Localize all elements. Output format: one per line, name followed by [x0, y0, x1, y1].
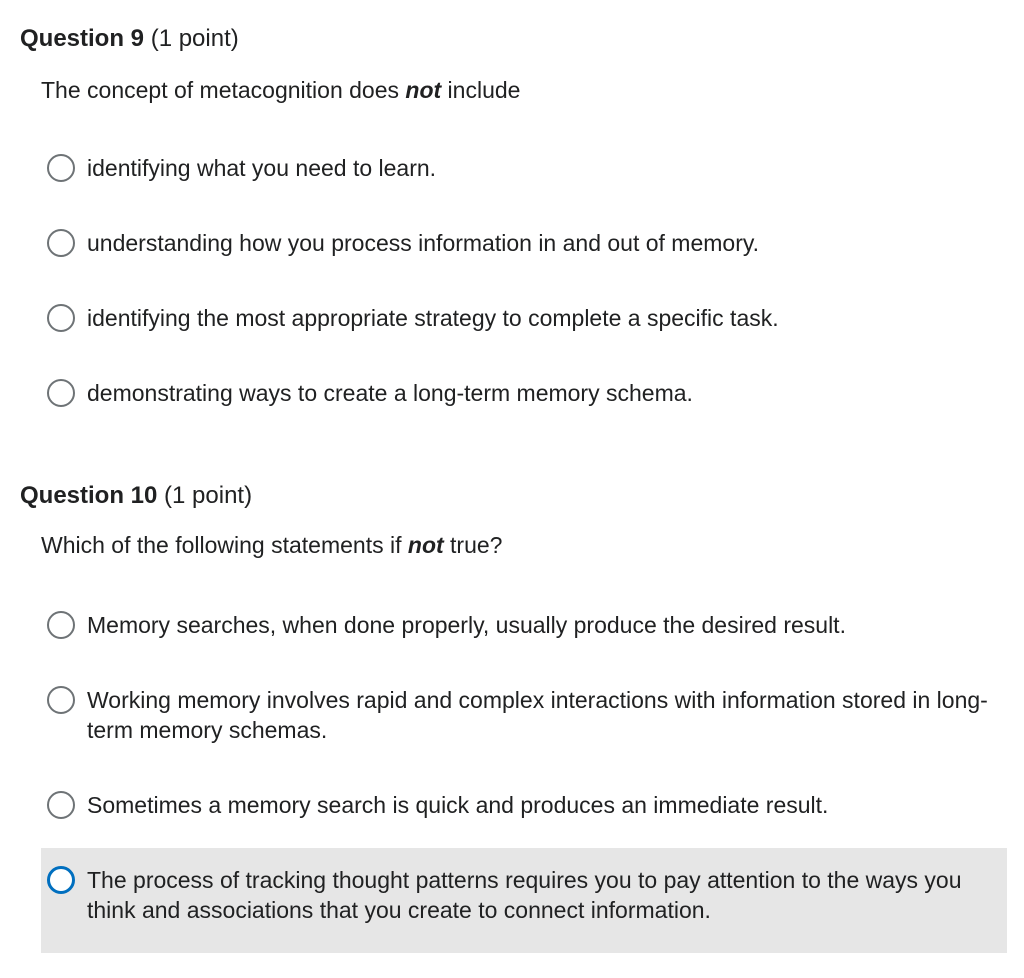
- option-label: Sometimes a memory search is quick and produces an immediate result.: [87, 792, 829, 818]
- radio-button[interactable]: [47, 304, 75, 332]
- prompt-text: The concept of metacognition does: [41, 77, 406, 103]
- question-header: [20, 24, 239, 54]
- option-label: Memory searches, when done properly, usually produce the desired result.: [87, 612, 846, 638]
- option-label: identifying what you need to learn.: [87, 155, 437, 181]
- answer-option[interactable]: [41, 378, 1007, 408]
- question-number: Question 10: [20, 482, 158, 509]
- question-prompt: [41, 530, 502, 560]
- prompt-text-end: include: [441, 77, 521, 103]
- answer-option[interactable]: [41, 153, 1007, 183]
- option-label: The process of tracking thought patterns requires you to pay attention to the ways you think and associations that you create to connect information.: [87, 867, 962, 923]
- radio-button[interactable]: [47, 791, 75, 819]
- radio-button[interactable]: [47, 379, 75, 407]
- option-label: Working memory involves rapid and complex interactions with information stored in long-term memory schemas.: [87, 687, 988, 743]
- radio-button[interactable]: [47, 611, 75, 639]
- answer-option[interactable]: [41, 610, 1007, 640]
- option-label: demonstrating ways to create a long-term memory schema.: [87, 380, 693, 406]
- radio-button[interactable]: [47, 229, 75, 257]
- question-header: [20, 481, 252, 511]
- radio-button[interactable]: [47, 154, 75, 182]
- answer-option-selected[interactable]: [41, 848, 1007, 953]
- prompt-emphasis: not: [405, 77, 442, 103]
- prompt-text-end: true?: [443, 532, 503, 558]
- answer-option[interactable]: [41, 303, 1007, 333]
- answer-option[interactable]: [41, 790, 1007, 820]
- radio-button[interactable]: [47, 686, 75, 714]
- question-points: (1 point): [150, 25, 239, 52]
- prompt-text: Which of the following statements if: [41, 532, 408, 558]
- question-number: Question 9: [20, 25, 145, 52]
- answer-option[interactable]: [41, 228, 1007, 258]
- answer-option[interactable]: [41, 685, 1007, 745]
- question-points: (1 point): [164, 482, 253, 509]
- radio-button-selected[interactable]: [47, 866, 75, 894]
- option-label: identifying the most appropriate strategy to complete a specific task.: [87, 305, 779, 331]
- option-label: understanding how you process information in and out of memory.: [87, 230, 760, 256]
- question-prompt: [41, 75, 520, 105]
- prompt-emphasis: not: [407, 532, 444, 558]
